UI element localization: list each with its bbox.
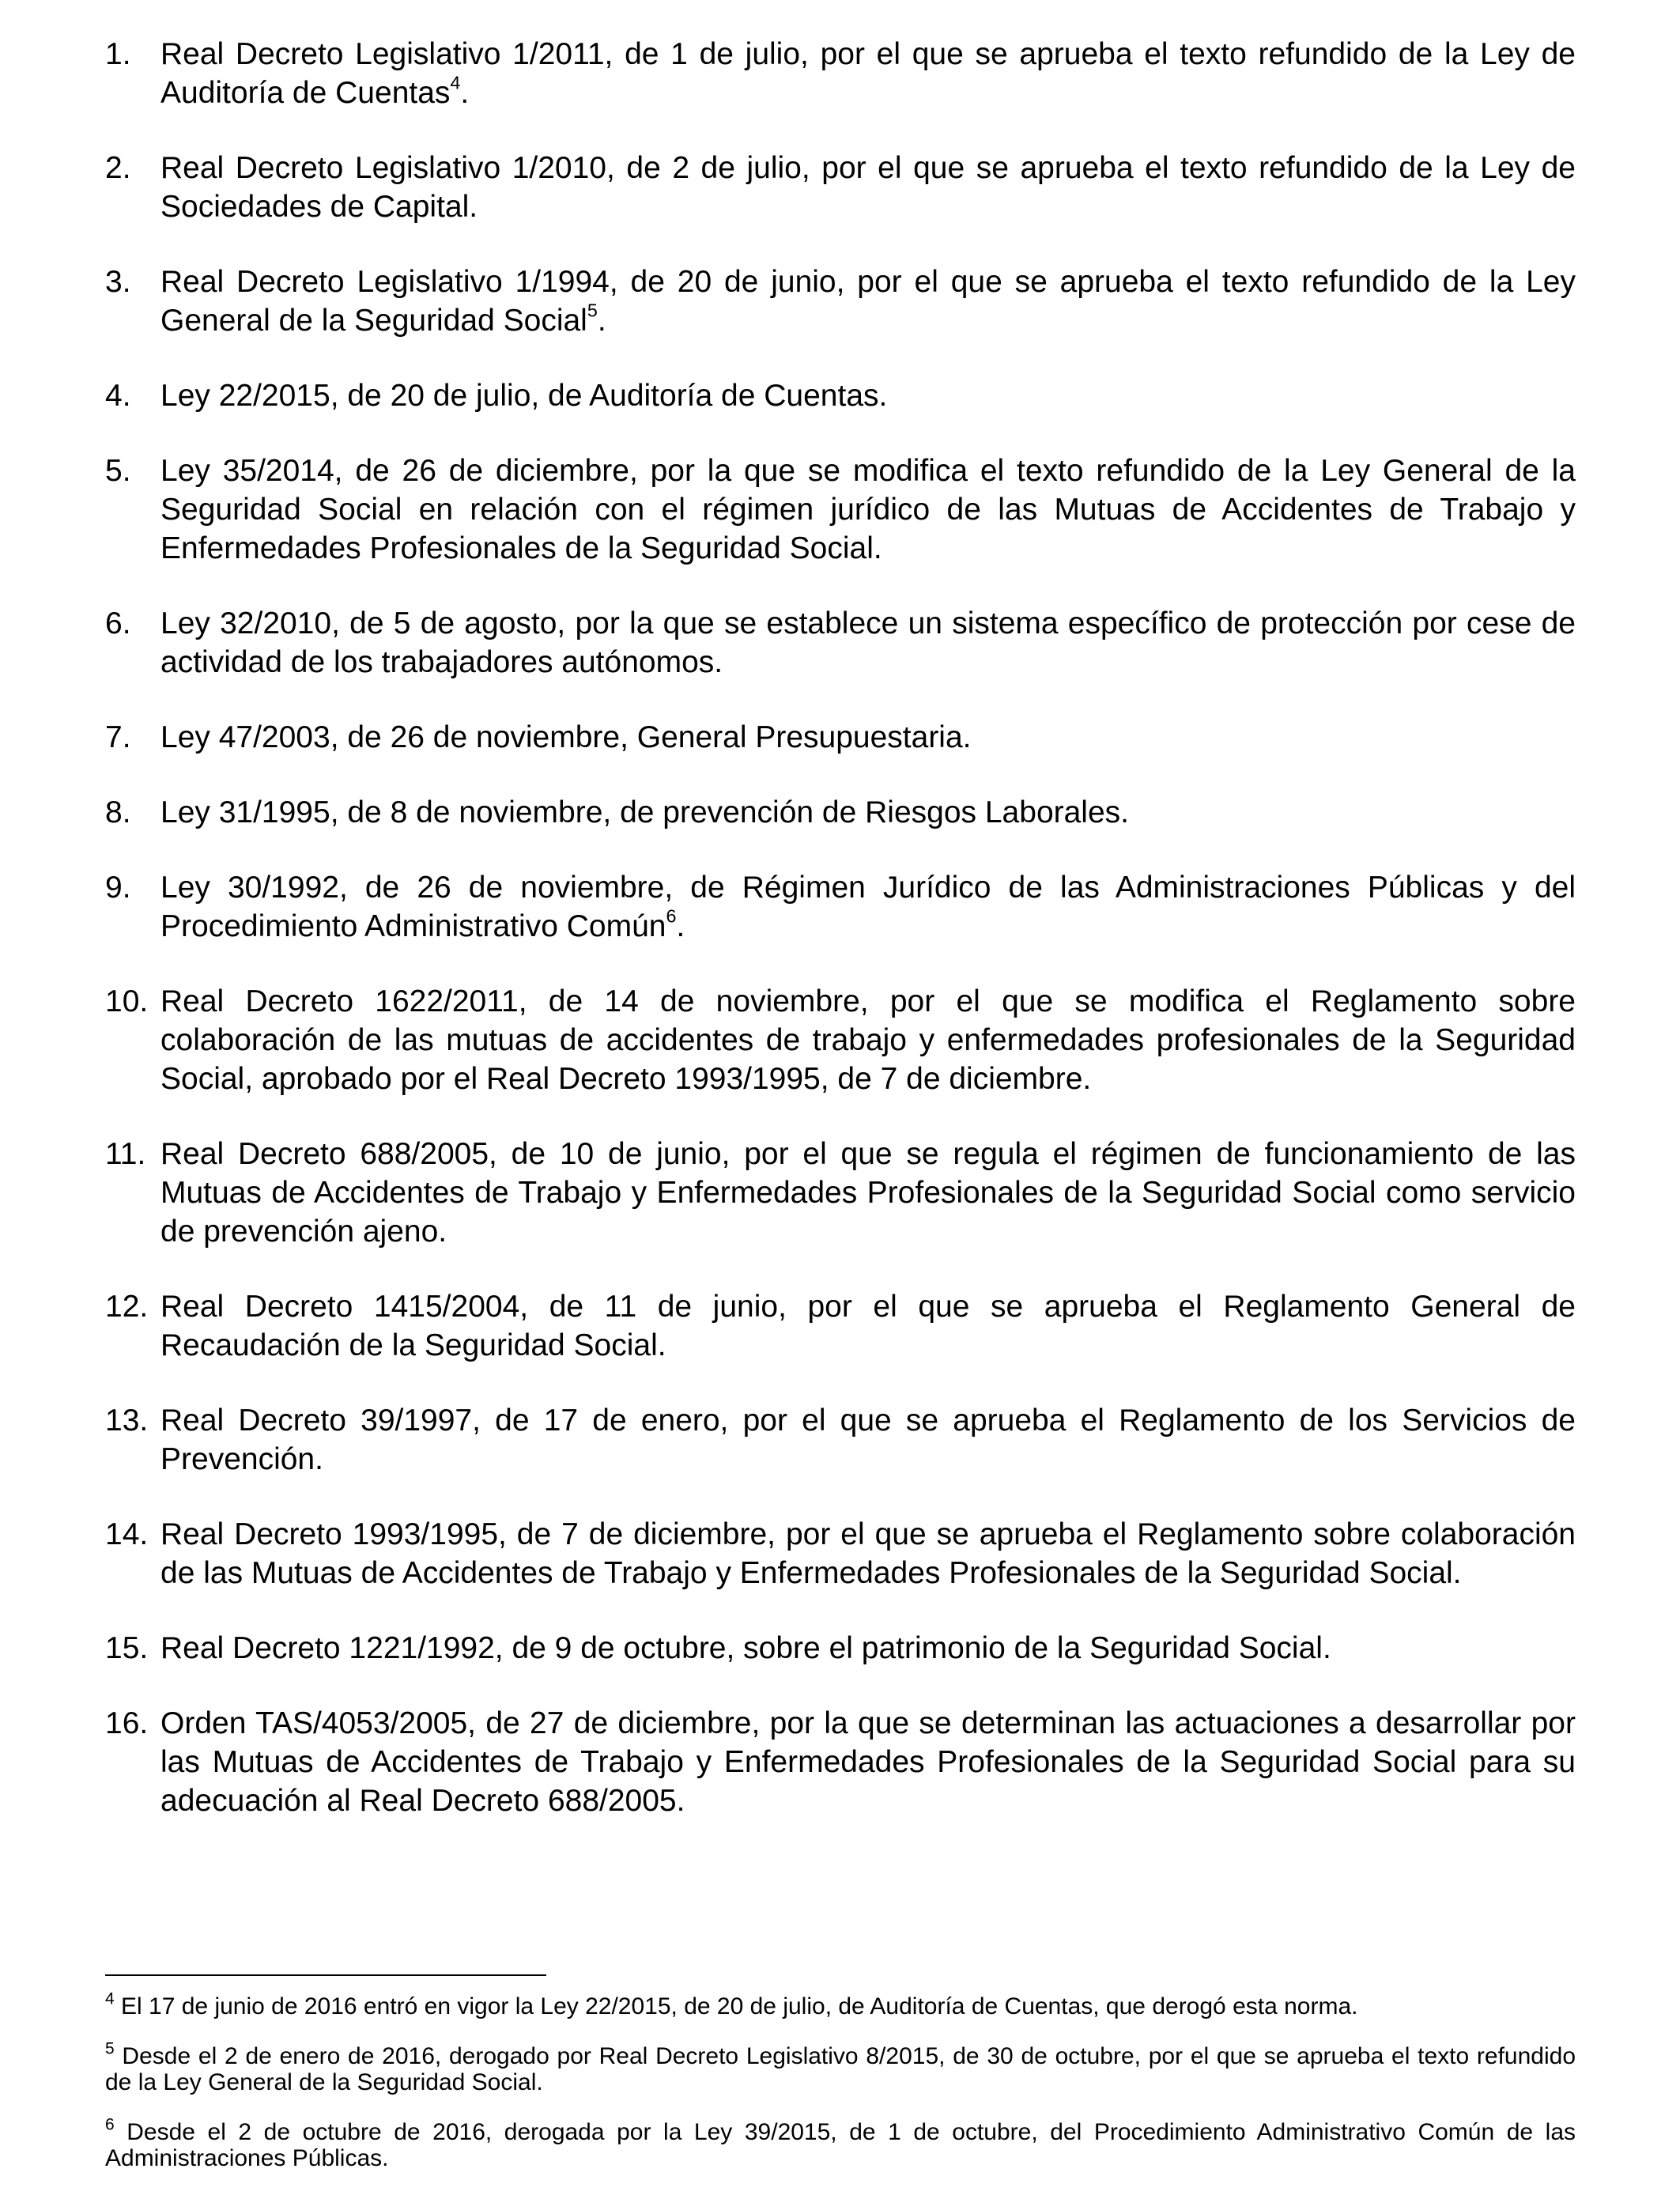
footnote-text: Desde el 2 de octubre de 2016, derogada por la Ley 39/2015, de 1 de octubre, del Procedimiento Administrativo Común de las Administraciones Públicas. — [105, 2119, 1576, 2171]
footnote-ref[interactable]: 5 — [587, 300, 598, 321]
item-number: 10. — [105, 984, 149, 1018]
item-number: 13. — [105, 1404, 149, 1438]
list-item — [105, 982, 1576, 1098]
footnote-mark: 4 — [105, 1989, 115, 2008]
item-text: Real Decreto 1221/1992, de 9 de octubre, sobre el patrimonio de la Seguridad Social. — [160, 1631, 1331, 1665]
item-text: Ley 47/2003, de 26 de noviembre, General Presupuestaria. — [160, 720, 972, 754]
list-item — [105, 604, 1576, 682]
list-item — [105, 1515, 1576, 1592]
item-text: Ley 22/2015, de 20 de julio, de Auditoría de Cuentas. — [160, 379, 888, 413]
footnote-separator — [105, 1974, 546, 1976]
item-number: 6. — [105, 606, 131, 640]
item-number: 3. — [105, 265, 131, 299]
list-item — [105, 35, 1576, 112]
item-tail: . — [676, 909, 685, 943]
item-text: Ley 31/1995, de 8 de noviembre, de prevención de Riesgos Laborales. — [160, 795, 1129, 829]
list-item — [105, 793, 1576, 832]
item-number: 2. — [105, 151, 131, 185]
footnote-text: Desde el 2 de enero de 2016, derogado por Real Decreto Legislativo 8/2015, de 30 de octubre, por el que se aprueba el texto refundido de la Ley General de la Seguridad Social. — [105, 2043, 1576, 2095]
item-text: Real Decreto Legislativo 1/2011, de 1 de julio, por el que se aprueba el texto refundido de la Ley de Auditoría de Cuentas — [160, 37, 1576, 110]
footnote-ref[interactable]: 6 — [666, 905, 677, 927]
item-number: 7. — [105, 720, 131, 754]
item-number: 16. — [105, 1706, 149, 1740]
item-text: Real Decreto 1993/1995, de 7 de diciembre, por el que se aprueba el Reglamento sobre colaboración de las Mutuas de Accidentes de Trabajo y Enfermedades Profesionales de la Seguridad Social. — [160, 1517, 1576, 1590]
item-text: Ley 30/1992, de 26 de noviembre, de Régimen Jurídico de las Administraciones Públicas y del Procedimiento Administrativo Común — [160, 871, 1576, 943]
item-number: 5. — [105, 454, 131, 488]
item-number: 8. — [105, 795, 131, 829]
list-item — [105, 1401, 1576, 1479]
item-text: Real Decreto Legislativo 1/2010, de 2 de julio, por el que se aprueba el texto refundido de la Ley de Sociedades de Capital. — [160, 151, 1576, 224]
item-text: Orden TAS/4053/2005, de 27 de diciembre, por la que se determinan las actuaciones a desarrollar por las Mutuas de Accidentes de Trabajo y Enfermedades Profesionales de la Seguridad Social para su adecuación al Real Decreto 688/2005. — [160, 1706, 1576, 1818]
list-item — [105, 1135, 1576, 1251]
list-item — [105, 1629, 1576, 1668]
list-item — [105, 1287, 1576, 1365]
item-number: 1. — [105, 37, 131, 71]
footnote-text: El 17 de junio de 2016 entró en vigor la Ley 22/2015, de 20 de julio, de Auditoría de Cuentas, que derogó esta norma. — [114, 1993, 1358, 2019]
footnote-4 — [105, 1989, 1576, 2019]
item-number: 4. — [105, 379, 131, 413]
footnotes-section — [105, 1974, 1576, 2181]
item-text: Real Decreto 688/2005, de 10 de junio, por el que se regula el régimen de funcionamiento de las Mutuas de Accidentes de Trabajo y Enfermedades Profesionales de la Seguridad Social como servicio de prevención ajeno. — [160, 1137, 1576, 1249]
footnote-5 — [105, 2039, 1576, 2095]
item-number: 15. — [105, 1631, 149, 1665]
item-text: Real Decreto Legislativo 1/1994, de 20 de junio, por el que se aprueba el texto refundido de la Ley General de la Seguridad Social — [160, 265, 1576, 338]
list-item — [105, 718, 1576, 757]
item-text: Ley 32/2010, de 5 de agosto, por la que se establece un sistema específico de protección por cese de actividad de los trabajadores autónomos. — [160, 606, 1576, 679]
item-text: Ley 35/2014, de 26 de diciembre, por la que se modifica el texto refundido de la Ley General de la Seguridad Social en relación con el régimen jurídico de las Mutuas de Accidentes de Trabajo y Enfermedades Profesionales de la Seguridad Social. — [160, 454, 1576, 565]
item-text: Real Decreto 1415/2004, de 11 de junio, por el que se aprueba el Reglamento General de Recaudación de la Seguridad Social. — [160, 1290, 1576, 1362]
list-item — [105, 263, 1576, 340]
footnote-mark: 5 — [105, 2039, 115, 2058]
item-tail: . — [460, 76, 470, 110]
item-number: 11. — [105, 1137, 146, 1171]
footnote-mark: 6 — [105, 2115, 115, 2134]
item-number: 12. — [105, 1290, 149, 1324]
item-text: Real Decreto 39/1997, de 17 de enero, por el que se aprueba el Reglamento de los Servicios de Prevención. — [160, 1404, 1576, 1476]
item-number: 14. — [105, 1517, 149, 1551]
list-item — [105, 149, 1576, 226]
item-text: Real Decreto 1622/2011, de 14 de noviembre, por el que se modifica el Reglamento sobre colaboración de las mutuas de accidentes de trabajo y enfermedades profesionales de la Seguridad Social, aprobado por el Real Decreto 1993/1995, de 7 de diciembre. — [160, 984, 1576, 1096]
document-page — [105, 35, 1576, 1857]
list-item — [105, 451, 1576, 568]
footnote-6 — [105, 2115, 1576, 2171]
item-tail: . — [597, 304, 606, 338]
list-item — [105, 868, 1576, 946]
legislation-list — [105, 35, 1576, 1820]
footnote-ref[interactable]: 4 — [450, 72, 461, 93]
list-item — [105, 376, 1576, 415]
list-item — [105, 1704, 1576, 1820]
item-number: 9. — [105, 871, 131, 905]
